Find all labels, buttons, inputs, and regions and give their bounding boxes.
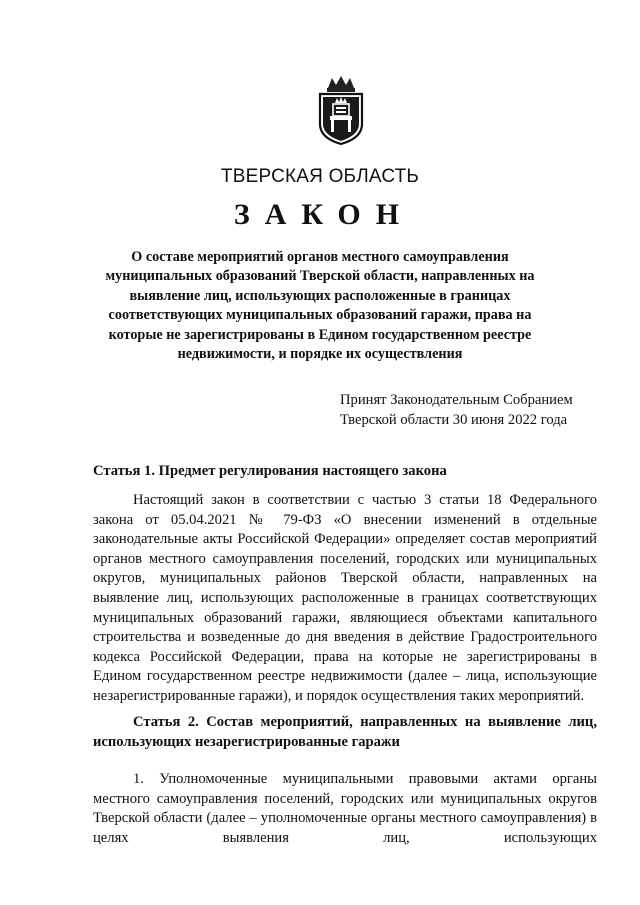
law-subject: О составе мероприятий органов местного самоуправления муниципальных образований Тверской области, направленных на выявление лиц, использующих расположенные в границах соответствующих муниципальных образований гаражи, права на которые не зарегистрированы в Едином государственном реестре недвижимости, и порядке их осуществления (105, 249, 535, 363)
article-2-heading: Статья 2. Состав мероприятий, направленных на выявление лиц, использующих незарегистрированные гаражи (93, 714, 597, 750)
adoption-line-2: Тверской области 30 июня 2022 года (340, 412, 568, 428)
region-name: ТВЕРСКАЯ ОБЛАСТЬ (220, 166, 420, 187)
document-title: ЗАКОН (233, 198, 415, 231)
article-2-paragraph-1: 1. Уполномоченные муниципальными правовыми актами органы местного самоуправления поселений, городских или муниципальных округов Тверской области (далее – уполномоченные органы местного самоуправления) в целях выявления лиц, использующих (93, 771, 597, 846)
coat-of-arms-icon (316, 74, 366, 146)
adoption-line-1: Принят Законодательным Собранием (340, 392, 573, 408)
adoption-note (340, 390, 590, 430)
article-1-heading: Статья 1. Предмет регулирования настоящего закона (93, 463, 447, 479)
article-1-text: Настоящий закон в соответствии с частью 3 статьи 18 Федерального закона от 05.04.2021 № 79-ФЗ «О внесении изменений в отдельные законодательные акты Российской Федерации» определяет состав мероприятий органов местного самоуправления поселений, городских или муниципальных округов, муниципальных районов Тверской области, направленных на выявление лиц, использующих расположенные в границах соответствующих муниципальных образований гаражи, являющиеся объектами капитального строительства и возведенные до дня введения в действие Градостроительного кодекса Российской Федерации, права на которые не зарегистрированы в Едином государственном реестре недвижимости (далее – лица, использующие незарегистрированные гаражи), и порядок осуществления таких мероприятий. (93, 492, 597, 704)
